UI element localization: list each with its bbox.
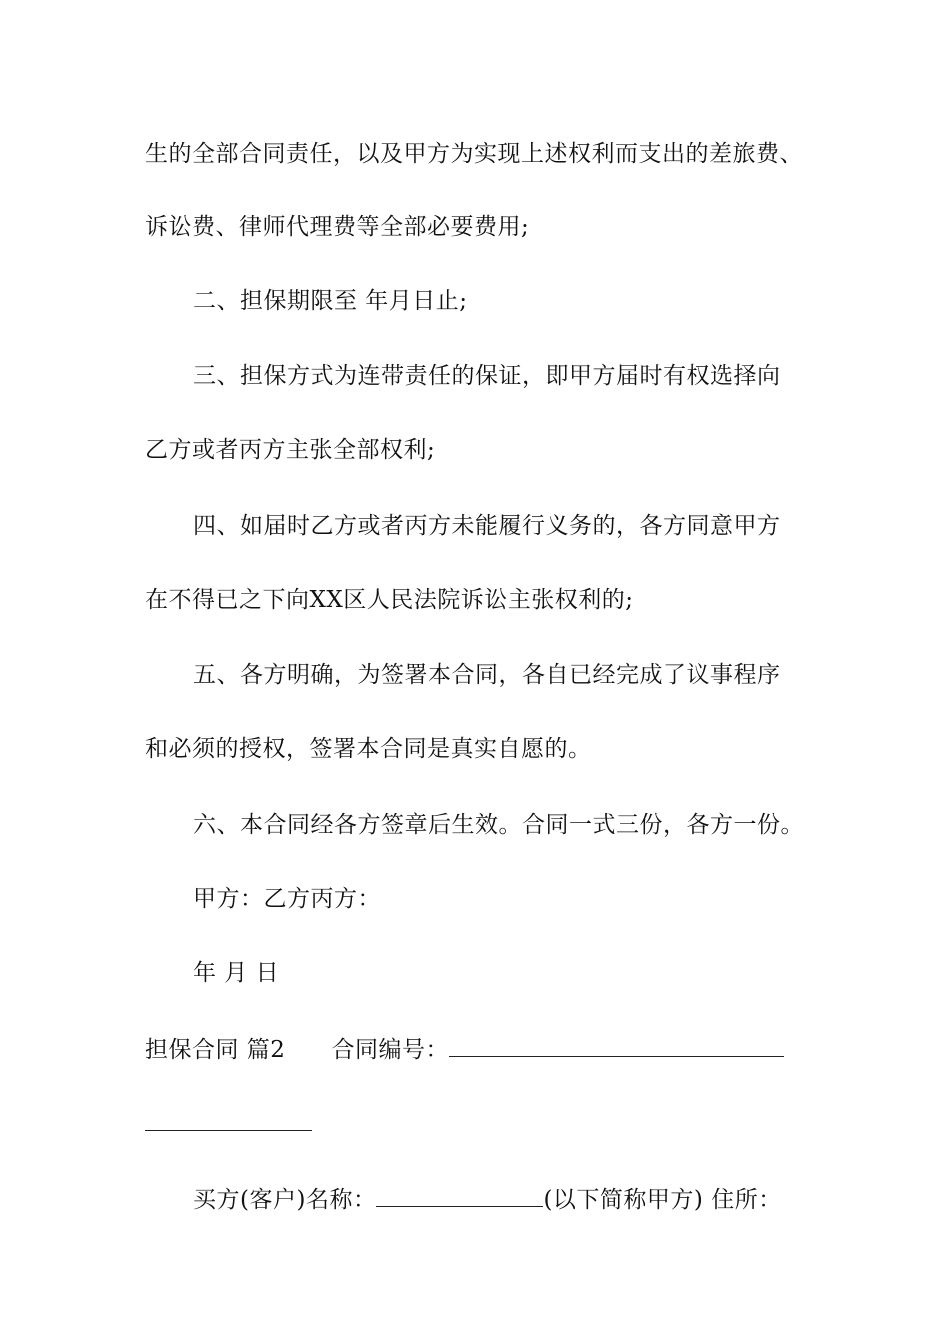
paragraph-line: 在不得已之下向XX区人民法院诉讼主张权利的; [145,587,634,613]
signature-parties: 甲方：乙方丙方： [193,886,381,912]
signature-date: 年 月 日 [193,960,280,986]
buyer-name-blank [376,1184,543,1207]
clause-5: 五、各方明确，为签署本合同，各自已经完成了议事程序 [193,662,781,688]
buyer-name-label: 买方(客户)名称： [193,1187,377,1213]
clause-6: 六、本合同经各方签章后生效。合同一式三份，各方一份。 [193,812,804,838]
clause-4: 四、如届时乙方或者丙方未能履行义务的，各方同意甲方 [193,513,781,539]
paragraph-line: 诉讼费、律师代理费等全部必要费用; [145,214,530,240]
blank-line [145,1108,312,1131]
clause-2: 二、担保期限至 年月日止; [193,288,468,314]
paragraph-line: 生的全部合同责任，以及甲方为实现上述权利而支出的差旅费、 [145,141,803,167]
paragraph-line: 和必须的授权，签署本合同是真实自愿的。 [145,736,592,762]
paragraph-line: 乙方或者丙方主张全部权利; [145,437,436,463]
buyer-line [193,1184,782,1215]
clause-3: 三、担保方式为连带责任的保证，即甲方届时有权选择向 [193,363,781,389]
buyer-suffix: (以下简称甲方) 住所： [543,1187,782,1213]
contract-number-blank [449,1034,784,1057]
section-2-title: 担保合同 篇2 [145,1037,286,1063]
contract-number-label: 合同编号： [331,1037,449,1063]
contract-number-blank-continued [145,1108,312,1139]
section-2-header [145,1034,784,1065]
